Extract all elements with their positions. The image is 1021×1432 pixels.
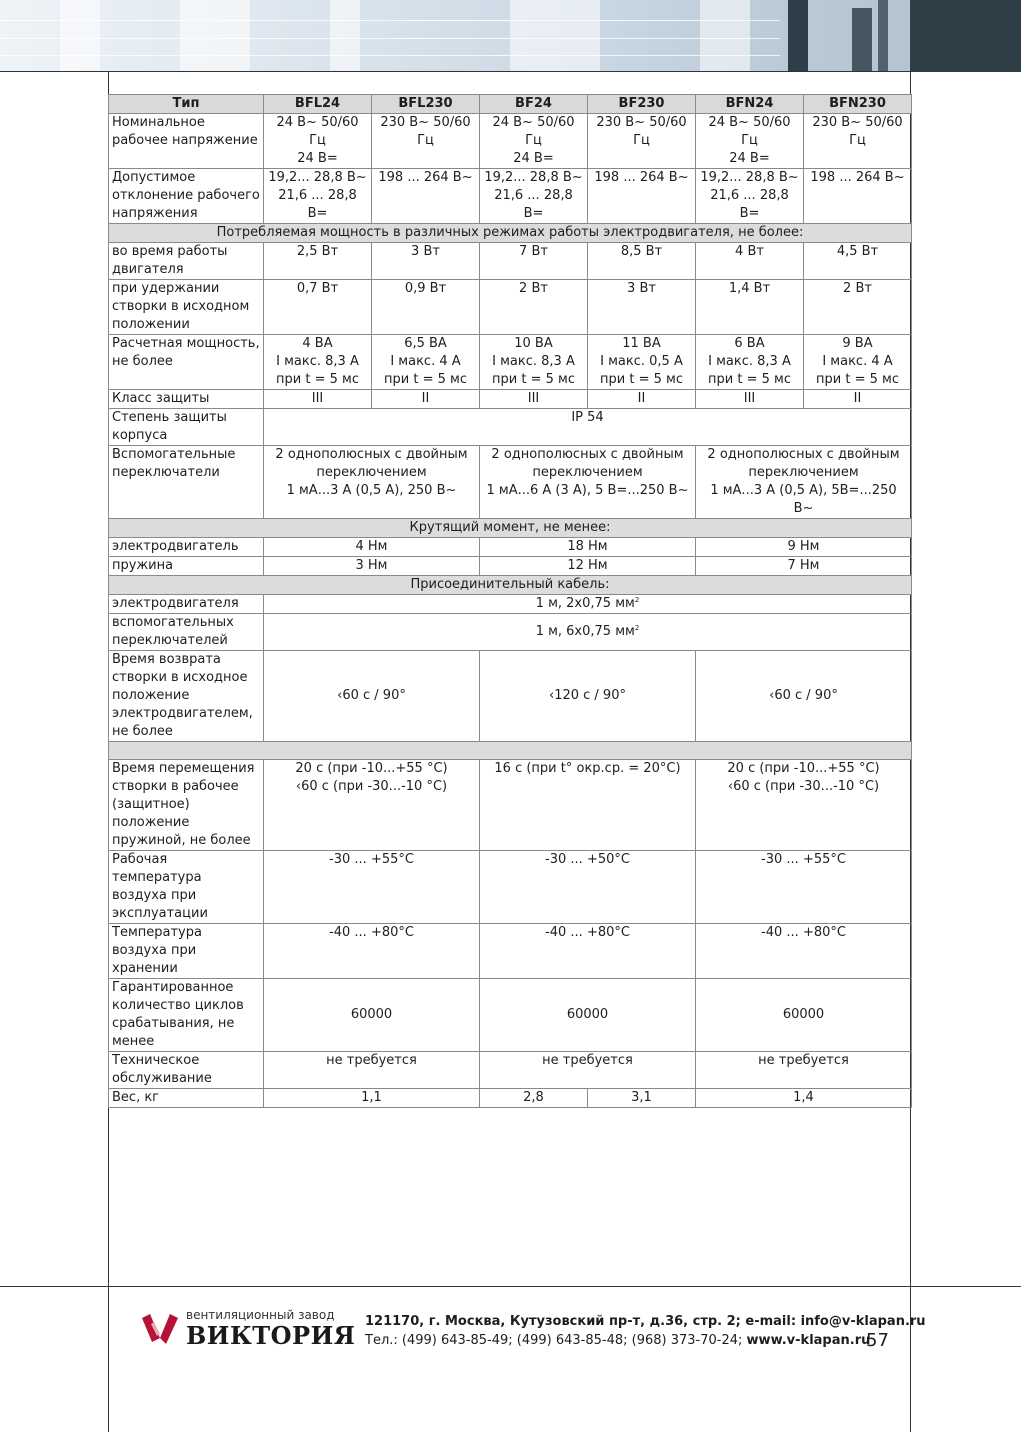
banner-stripe [180, 0, 250, 72]
row-label: Техническое обслуживание [109, 1052, 264, 1089]
row-label: пружина [109, 557, 264, 576]
table-cell: II [588, 390, 696, 409]
section-row [109, 576, 912, 595]
table-row [109, 651, 912, 742]
column-header: BFL24 [264, 95, 372, 114]
row-label: Класс защиты [109, 390, 264, 409]
table-cell: 0,7 Вт [264, 280, 372, 335]
page-number: 57 [866, 1330, 889, 1351]
logo-tagline: вентиляционный завод [186, 1308, 335, 1322]
header-banner [0, 0, 1021, 72]
table-cell [264, 595, 912, 614]
table-cell: не требуется [480, 1052, 696, 1089]
table-cell: 4 Вт [696, 243, 804, 280]
row-label: Вес, кг [109, 1089, 264, 1108]
superscript: 2 [634, 596, 640, 604]
table-row [109, 335, 912, 390]
section-row [109, 519, 912, 538]
table-cell: 20 с (при -10...+55 °С) ‹60 с (при -30...-10 °С) [264, 760, 480, 851]
table-cell: 198 ... 264 В~ [588, 169, 696, 224]
table-cell: -40 ... +80°С [264, 924, 480, 979]
table-cell [264, 614, 912, 651]
table-cell: III [480, 390, 588, 409]
footer-address: 121170, г. Москва, Кутузовский пр-т, д.36, стр. 2; e-mail: info@v-klapan.ru [365, 1314, 926, 1329]
row-label: во время работы двигателя [109, 243, 264, 280]
table-cell: 198 ... 264 В~ [804, 169, 912, 224]
bottom-rule [0, 1286, 1021, 1287]
table-row [109, 851, 912, 924]
row-label: Допустимое отклонение рабочего напряжения [109, 169, 264, 224]
table-cell: 19,2... 28,8 В~ 21,6 ... 28,8 В= [264, 169, 372, 224]
row-label: вспомогательных переключателей [109, 614, 264, 651]
table-cell: -30 ... +55°С [696, 851, 912, 924]
table-cell: 24 В~ 50/60 Гц 24 В= [264, 114, 372, 169]
table-cell: 4 Нм [264, 538, 480, 557]
cable-value: 1 м, 6x0,75 мм [535, 624, 635, 639]
banner-block [878, 0, 888, 72]
table-cell: 0,9 Вт [372, 280, 480, 335]
table-cell: ‹60 с / 90° [696, 651, 912, 742]
banner-block [788, 0, 808, 72]
footer-website-link[interactable]: www.v-klapan.ru [746, 1333, 871, 1348]
banner-line [0, 38, 780, 39]
table-row [109, 446, 912, 519]
row-label: Вспомогательные переключатели [109, 446, 264, 519]
footer-contacts [365, 1333, 870, 1348]
banner-line [0, 20, 780, 21]
table-cell: 60000 [264, 979, 480, 1052]
table-cell: -30 ... +55°С [264, 851, 480, 924]
table-cell: 6 ВА I макс. 8,3 А при t = 5 мс [696, 335, 804, 390]
column-header: BF230 [588, 95, 696, 114]
table-row [109, 114, 912, 169]
table-cell: -40 ... +80°С [480, 924, 696, 979]
table-cell: 20 с (при -10...+55 °С) ‹60 с (при -30...-10 °С) [696, 760, 912, 851]
table-cell: 4,5 Вт [804, 243, 912, 280]
footer-phones: Тел.: (499) 643-85-49; (499) 643-85-48; (968) 373-70-24; [365, 1333, 747, 1348]
section-row [109, 742, 912, 760]
section-row [109, 224, 912, 243]
banner-stripe [330, 0, 360, 72]
banner-stripe [700, 0, 750, 72]
table-cell: -30 ... +50°С [480, 851, 696, 924]
row-label: Рабочая температура воздуха при эксплуатации [109, 851, 264, 924]
row-label: Номинальное рабочее напряжение [109, 114, 264, 169]
table-cell: ‹120 с / 90° [480, 651, 696, 742]
banner-stripe [60, 0, 100, 72]
table-row [109, 979, 912, 1052]
table-cell: 12 Нм [480, 557, 696, 576]
row-label: Расчетная мощность, не более [109, 335, 264, 390]
section-title: Потребляемая мощность в различных режимах работы электродвигателя, не более: [109, 224, 912, 243]
table-row [109, 1089, 912, 1108]
table-row [109, 1052, 912, 1089]
table-cell: 11 ВА I макс. 0,5 А при t = 5 мс [588, 335, 696, 390]
table-cell: 198 ... 264 В~ [372, 169, 480, 224]
table-cell: 3 Вт [588, 280, 696, 335]
table-cell: II [804, 390, 912, 409]
table-cell: 10 ВА I макс. 8,3 А при t = 5 мс [480, 335, 588, 390]
logo-v-icon [140, 1308, 180, 1348]
table-cell: 9 ВА I макс. 4 А при t = 5 мс [804, 335, 912, 390]
column-header: BFL230 [372, 95, 480, 114]
table-cell: 24 В~ 50/60 Гц 24 В= [696, 114, 804, 169]
section-spacer [109, 742, 912, 760]
section-title: Присоединительный кабель: [109, 576, 912, 595]
table-cell: 230 В~ 50/60 Гц [588, 114, 696, 169]
table-cell: не требуется [696, 1052, 912, 1089]
table-cell: 60000 [480, 979, 696, 1052]
table-cell: не требуется [264, 1052, 480, 1089]
table-cell: 2 однополюсных с двойным переключением 1 мА...3 А (0,5 А), 250 В~ [264, 446, 480, 519]
table-cell: 18 Нм [480, 538, 696, 557]
table-row [109, 390, 912, 409]
table-cell: 3 Вт [372, 243, 480, 280]
table-row [109, 538, 912, 557]
table-cell: IP 54 [264, 409, 912, 446]
table-cell: 2 Вт [804, 280, 912, 335]
table-row [109, 614, 912, 651]
table-cell: 2,5 Вт [264, 243, 372, 280]
superscript: 2 [634, 624, 640, 632]
column-header: BF24 [480, 95, 588, 114]
table-cell: -40 ... +80°С [696, 924, 912, 979]
table-cell: 7 Вт [480, 243, 588, 280]
banner-line [0, 55, 780, 56]
table-row [109, 243, 912, 280]
table-cell: II [372, 390, 480, 409]
top-rule [0, 71, 910, 72]
table-cell: 7 Нм [696, 557, 912, 576]
row-label: Степень защиты корпуса [109, 409, 264, 446]
table-cell: 1,1 [264, 1089, 480, 1108]
table-row [109, 557, 912, 576]
row-label: электродвигателя [109, 595, 264, 614]
table-row [109, 169, 912, 224]
table-cell: 19,2... 28,8 В~ 21,6 ... 28,8 В= [696, 169, 804, 224]
table-cell: 60000 [696, 979, 912, 1052]
column-header: BFN24 [696, 95, 804, 114]
banner-stripe [510, 0, 600, 72]
table-cell: 3 Нм [264, 557, 480, 576]
row-label: Время возврата створки в исходное положение электродвигателем, не более [109, 651, 264, 742]
table-row [109, 409, 912, 446]
column-header: Тип [109, 95, 264, 114]
section-title: Крутящий момент, не менее: [109, 519, 912, 538]
row-label: Время перемещения створки в рабочее (защитное) положение пружиной, не более [109, 760, 264, 851]
row-label: Температура воздуха при хранении [109, 924, 264, 979]
row-label: электродвигатель [109, 538, 264, 557]
table-cell: 4 ВА I макс. 8,3 А при t = 5 мс [264, 335, 372, 390]
column-header: BFN230 [804, 95, 912, 114]
company-logo [140, 1306, 356, 1350]
table-cell: 24 В~ 50/60 Гц 24 В= [480, 114, 588, 169]
table-row [109, 595, 912, 614]
table-cell: 2,8 [480, 1089, 588, 1108]
table-cell: 16 с (при t° окр.ср. = 20°С) [480, 760, 696, 851]
logo-name: ВИКТОРИЯ [186, 1321, 356, 1350]
table-cell: 230 В~ 50/60 Гц [372, 114, 480, 169]
table-cell: 1,4 [696, 1089, 912, 1108]
table-cell: 9 Нм [696, 538, 912, 557]
banner-block [852, 8, 872, 72]
table-cell: ‹60 с / 90° [264, 651, 480, 742]
table-cell: 2 Вт [480, 280, 588, 335]
table-row [109, 924, 912, 979]
row-label: Гарантированное количество циклов срабатывания, не менее [109, 979, 264, 1052]
table-cell: III [696, 390, 804, 409]
table-cell: 2 однополюсных с двойным переключением 1 мА...3 А (0,5 А), 5В=...250 В~ [696, 446, 912, 519]
banner-block [910, 0, 1021, 72]
table-cell: III [264, 390, 372, 409]
table-cell: 19,2... 28,8 В~ 21,6 ... 28,8 В= [480, 169, 588, 224]
table-row [109, 280, 912, 335]
table-header-row [109, 95, 912, 114]
spec-table [108, 94, 912, 1108]
table-cell: 3,1 [588, 1089, 696, 1108]
table-cell: 1,4 Вт [696, 280, 804, 335]
table-cell: 8,5 Вт [588, 243, 696, 280]
table-cell: 230 В~ 50/60 Гц [804, 114, 912, 169]
row-label: при удержании створки в исходном положении [109, 280, 264, 335]
cable-value: 1 м, 2x0,75 мм [535, 596, 635, 611]
table-cell: 2 однополюсных с двойным переключением 1 мА...6 А (3 А), 5 В=...250 В~ [480, 446, 696, 519]
table-cell: 6,5 ВА I макс. 4 А при t = 5 мс [372, 335, 480, 390]
table-row [109, 760, 912, 851]
